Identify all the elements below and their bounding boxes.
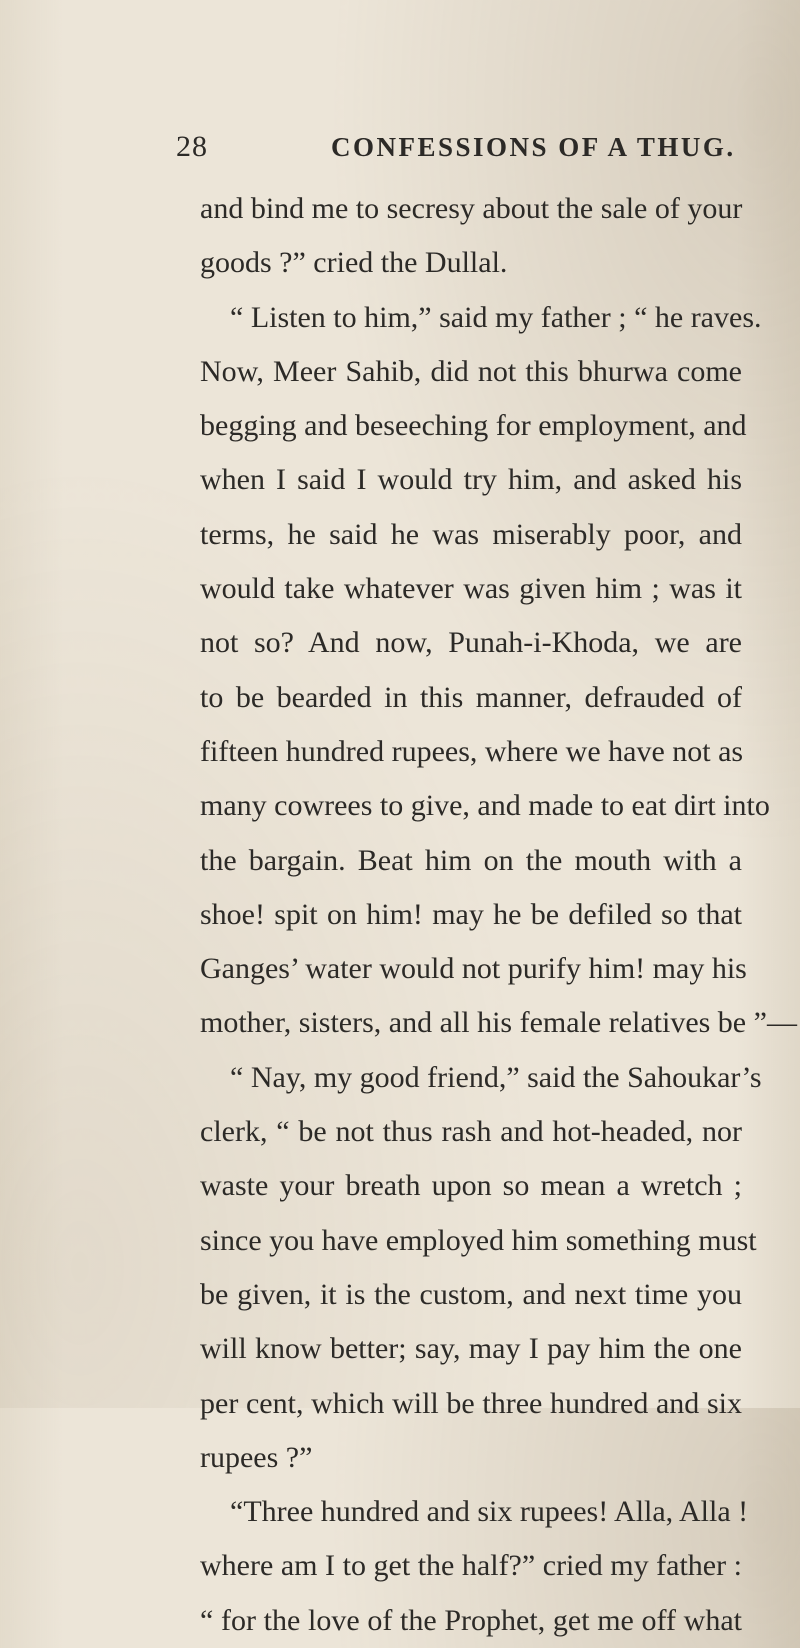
text-line: Ganges’ water would not purify him! may his — [200, 952, 747, 986]
text-line: shoe! spit on him! may he be defiled so that — [200, 897, 742, 931]
text-line: goods ?” cried the Dullal. — [200, 246, 508, 280]
text-line: terms, he said he was miserably poor, and — [200, 517, 742, 551]
text-line: to be bearded in this manner, defrauded of — [200, 680, 742, 714]
text-line: will know better; say, may I pay him the one — [200, 1332, 742, 1366]
text-line: waste your breath upon so mean a wretch ; — [200, 1169, 742, 1203]
text-line: mother, sisters, and all his female relatives be ”— — [200, 1006, 797, 1040]
text-line: “ Nay, my good friend,” said the Sahoukar’s — [230, 1060, 762, 1094]
text-line: would take whatever was given him ; was it — [200, 572, 742, 606]
text-line: the bargain. Beat him on the mouth with a — [200, 843, 742, 877]
text-line: be given, it is the custom, and next time you — [200, 1277, 742, 1311]
text-line: where am I to get the half?” cried my father : — [200, 1549, 742, 1583]
running-title: CONFESSIONS OF A THUG. — [331, 132, 736, 162]
running-head — [176, 130, 776, 170]
text-line: many cowrees to give, and made to eat dirt into — [200, 789, 770, 823]
text-line: per cent, which will be three hundred and six — [200, 1386, 742, 1420]
text-line: and bind me to secresy about the sale of your — [200, 192, 743, 225]
text-line: clerk, “ be not thus rash and hot-headed, nor — [200, 1115, 742, 1149]
text-line: Now, Meer Sahib, did not this bhurwa come — [200, 354, 742, 388]
text-line: “Three hundred and six rupees! Alla, Alla ! — [230, 1495, 749, 1529]
text-line: when I said I would try him, and asked his — [200, 463, 742, 497]
text-line: not so? And now, Punah-i-Khoda, we are — [200, 626, 742, 660]
body-text — [200, 182, 797, 1648]
text-line: rupees ?” — [200, 1440, 313, 1474]
text-line: “ Listen to him,” said my father ; “ he raves. — [230, 300, 762, 334]
text-line: “ for the love of the Prophet, get me off what — [200, 1603, 742, 1637]
text-line: begging and beseeching for employment, and — [200, 409, 747, 443]
text-line: since you have employed him something must — [200, 1223, 757, 1257]
page-number: 28 — [176, 130, 208, 163]
text-line: fifteen hundred rupees, where we have not as — [200, 734, 744, 768]
